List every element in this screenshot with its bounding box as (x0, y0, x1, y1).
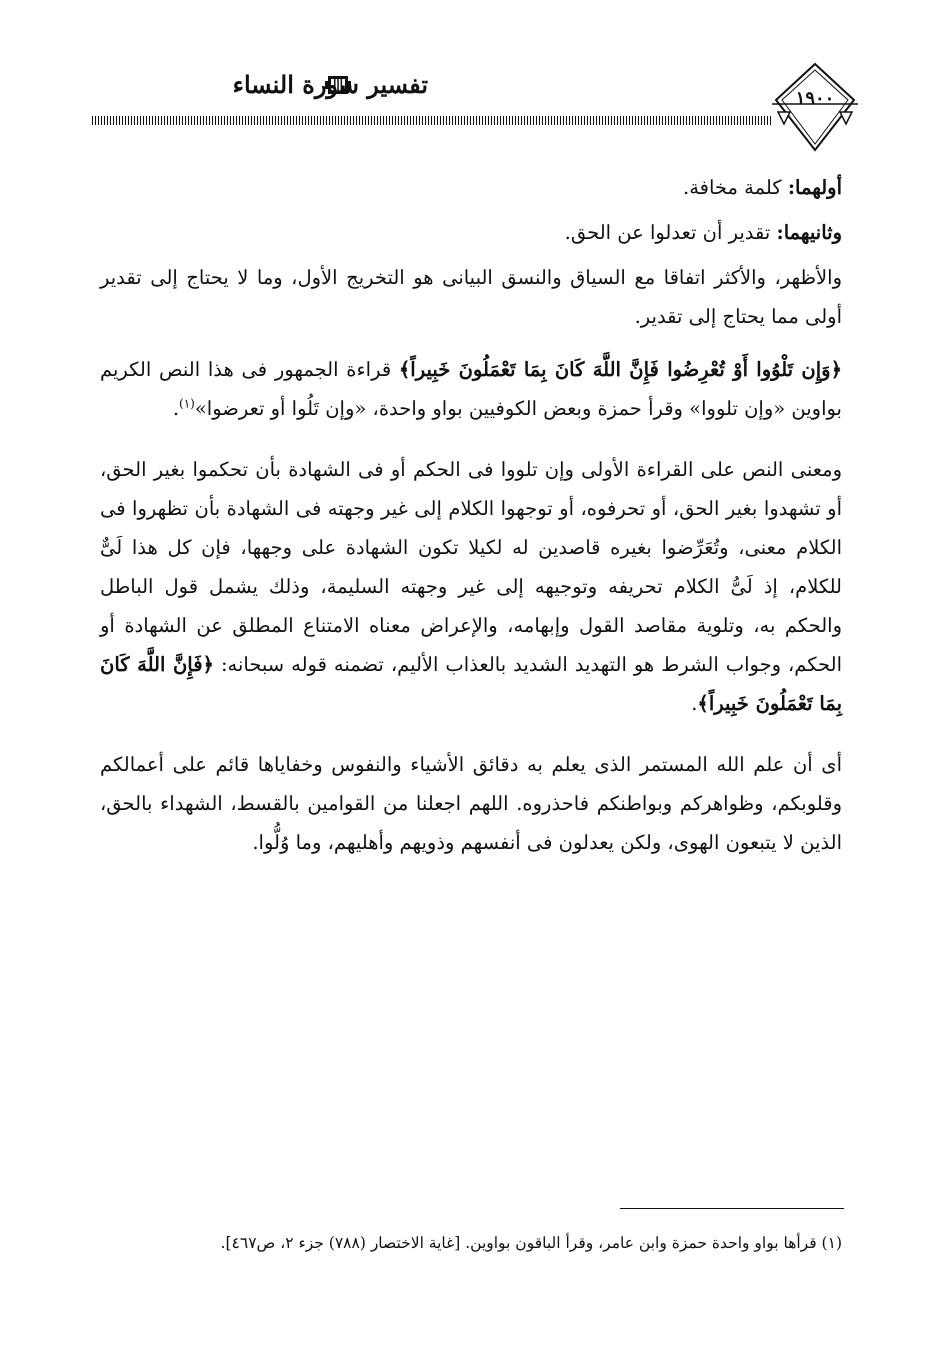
main-text (100, 168, 842, 874)
page-header (0, 0, 928, 160)
paragraph-5 (100, 450, 842, 723)
paragraph-lead: أولهما: (787, 176, 842, 199)
paragraph-3: والأظهر، والأكثر اتفاقا مع السياق والنسق البيانى هو التخريج الأول، وما لا يحتاج إلى تقدير أولى مما يحتاج إلى تقدير. (100, 266, 842, 328)
paragraph-1 (100, 168, 842, 207)
page-number: ١٩٠٠ (795, 88, 835, 109)
paragraph-end: . (172, 397, 180, 420)
footnote-separator (620, 1208, 844, 1209)
header-rule (92, 116, 772, 125)
paragraph-text: كلمة مخافة. (683, 176, 788, 199)
quran-verse: ﴿وَإِن تَلْوُوا أَوْ تُعْرِضُوا فَإِنَّ اللَّهَ كَانَ بِمَا تَعْمَلُونَ خَبِيراً﴾ (398, 358, 842, 381)
quran-verse: ﴿فَإِنَّ اللَّهَ كَانَ بِمَا تَعْمَلُونَ خَبِيراً﴾ (100, 653, 842, 715)
paragraph-4 (100, 350, 842, 428)
paragraph-2 (100, 213, 842, 252)
paragraph-end: . (691, 692, 698, 715)
paragraph-text: تقدير أن تعدلوا عن الحق. (564, 221, 777, 244)
paragraph-text: قراءة الجمهور فى هذا النص الكريم بواوين «وإن تلووا» وقرأ حمزة وبعض الكوفيين بواو واحدة، «وإن تَلُوا أو تعرضوا» (100, 358, 842, 420)
footnote-reference: (١) (179, 396, 195, 411)
paragraph-6: أى أن علم الله المستمر الذى يعلم به دقائق الأشياء والنفوس وخفاياها قائم على أعمالكم وقلوبكم، وظواهركم وبواطنكم فاحذروه. اللهم اجعلنا من القوامين بالقسط، الشهداء بالحق، الذين لا يتبعون الهوى، ولكن يعدلون فى أنفسهم وذويهم وأهليهم، وما وُلُّوا. (100, 753, 842, 854)
paragraph-text: ومعنى النص على القراءة الأولى وإن تلووا فى الحكم أو فى الشهادة بأن تحكموا بغير الحق، أو تشهدوا بغير الحق، أو تحرفوه، أو توجهوا الكلام إلى غير وجهته فى الشهادة بأن تظهروا فى الكلام معنى، وتُعَرِّضوا بغيره قاصدين له لكيلا تكون الشهادة على وجهها، فإن كل هذا لَىٌّ للكلام، إذ لَىُّ الكلام تحريفه وتوجيهه إلى غير وجهته السليمة، وذلك يشمل قول الباطل والحكم به، وتلوية مقاصد القول وإبهامه، والإعراض معناه الامتناع المطلق عن الشهادة أو الحكم، وجواب الشرط هو التهديد الشديد بالعذاب الأليم، تضمنه قوله سبحانه: (100, 458, 842, 676)
running-title: تفسير سورة النساء (232, 70, 428, 99)
paragraph-lead: وثانيهما: (776, 221, 842, 244)
footnote: (١) قرأها بواو واحدة حمزة وابن عامر، وقرأ الباقون بواوين. [غاية الاختصار (٧٨٨) جزء ٢، ص٤٦٧]. (220, 1234, 842, 1252)
